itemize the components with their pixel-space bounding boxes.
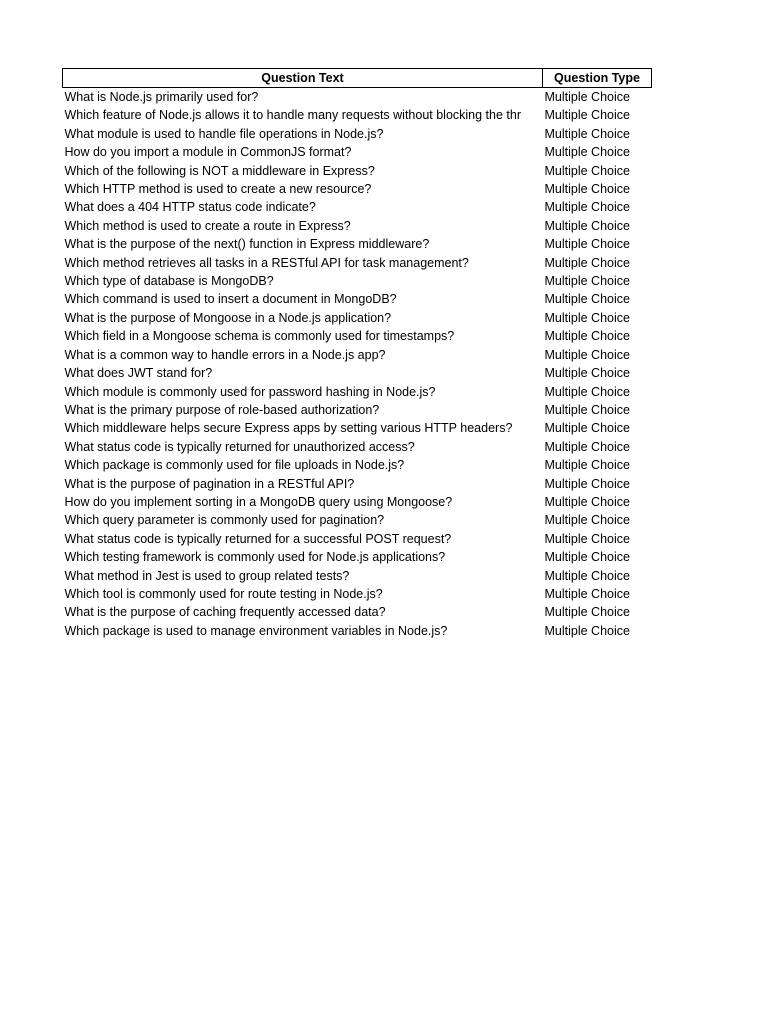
table-row [63,290,652,308]
question-type-cell: Multiple Choice [544,494,630,509]
question-type-cell: Multiple Choice [544,623,630,638]
question-type-cell: Multiple Choice [544,421,630,436]
question-type-cell: Multiple Choice [544,550,630,565]
header-row [63,69,652,88]
question-text-cell: Which method is used to create a route in Express? [64,218,351,233]
question-text-cell: What is the purpose of caching frequently accessed data? [64,605,386,620]
question-type-cell: Multiple Choice [544,384,630,399]
table-row [63,567,652,585]
table-row [63,254,652,272]
question-text-cell: How do you import a module in CommonJS format? [64,145,352,160]
question-type-cell: Multiple Choice [544,347,630,362]
table-row [63,585,652,603]
table-row [63,530,652,548]
question-text-cell: Which testing framework is commonly used for Node.js applications? [64,550,446,565]
question-text-cell: What status code is typically returned for a successful POST request? [64,531,452,546]
question-type-cell: Multiple Choice [544,90,630,104]
question-text-cell: How do you implement sorting in a MongoDB query using Mongoose? [64,494,453,509]
table-row [63,143,652,161]
question-type-cell: Multiple Choice [544,218,630,233]
table-row [63,162,652,180]
question-type-cell: Multiple Choice [544,458,630,473]
table-row [63,327,652,345]
question-text-cell: Which type of database is MongoDB? [64,274,274,289]
question-type-cell: Multiple Choice [544,513,630,528]
question-text-cell: Which package is used to manage environment variables in Node.js? [64,623,448,638]
question-type-cell: Multiple Choice [544,568,630,583]
question-type-cell: Multiple Choice [544,292,630,307]
column-header-question-type: Question Type [543,69,652,88]
question-text-cell: Which module is commonly used for password hashing in Node.js? [64,384,436,399]
table-row [63,198,652,216]
table-row [63,603,652,621]
question-type-cell: Multiple Choice [544,237,630,252]
question-type-cell: Multiple Choice [544,366,630,381]
question-text-cell: What status code is typically returned for unauthorized access? [64,439,415,454]
question-text-cell: What module is used to handle file operations in Node.js? [64,126,384,141]
question-text-cell: What is Node.js primarily used for? [64,90,259,104]
question-text-cell: Which method retrieves all tasks in a RESTful API for task management? [64,255,469,270]
question-text-cell: What is a common way to handle errors in a Node.js app? [64,347,386,362]
table-row [63,217,652,235]
question-text-cell: Which tool is commonly used for route testing in Node.js? [64,586,383,601]
table-row [63,383,652,401]
question-text-cell: What is the purpose of pagination in a RESTful API? [64,476,355,491]
question-text-cell: Which of the following is NOT a middleware in Express? [64,163,375,178]
question-text-cell: What is the purpose of the next() function in Express middleware? [64,237,430,252]
table-row [63,419,652,437]
table-row [63,272,652,290]
question-type-cell: Multiple Choice [544,605,630,620]
table-row [63,622,652,640]
table-row [63,548,652,566]
question-type-cell: Multiple Choice [544,182,630,197]
question-text-cell: What method in Jest is used to group related tests? [64,568,350,583]
question-type-cell: Multiple Choice [544,163,630,178]
table-row [63,235,652,253]
question-type-cell: Multiple Choice [544,310,630,325]
question-text-cell: What is the primary purpose of role-based authorization? [64,402,380,417]
question-type-cell: Multiple Choice [544,145,630,160]
question-type-cell: Multiple Choice [544,439,630,454]
table-row [63,88,652,107]
table-row [63,493,652,511]
table-row [63,106,652,124]
questions-table [62,68,652,640]
table-row [63,346,652,364]
question-text-cell: What does JWT stand for? [64,366,213,381]
question-type-cell: Multiple Choice [544,586,630,601]
question-text-cell: Which feature of Node.js allows it to handle many requests without blocking the thr [64,108,521,123]
question-type-cell: Multiple Choice [544,531,630,546]
table-row [63,125,652,143]
question-type-cell: Multiple Choice [544,108,630,123]
question-text-cell: Which field in a Mongoose schema is commonly used for timestamps? [64,329,455,344]
question-type-cell: Multiple Choice [544,274,630,289]
question-type-cell: Multiple Choice [544,200,630,215]
table-row [63,475,652,493]
question-text-cell: Which command is used to insert a document in MongoDB? [64,292,397,307]
question-type-cell: Multiple Choice [544,402,630,417]
question-type-cell: Multiple Choice [544,126,630,141]
question-text-cell: What is the purpose of Mongoose in a Node.js application? [64,310,392,325]
column-header-question-text: Question Text [63,69,543,88]
question-type-cell: Multiple Choice [544,476,630,491]
question-text-cell: What does a 404 HTTP status code indicate? [64,200,316,215]
question-text-cell: Which HTTP method is used to create a new resource? [64,182,372,197]
question-text-cell: Which package is commonly used for file uploads in Node.js? [64,458,405,473]
table-row [63,180,652,198]
table-row [63,438,652,456]
question-type-cell: Multiple Choice [544,255,630,270]
table-row [63,309,652,327]
table-row [63,511,652,529]
table-row [63,401,652,419]
question-text-cell: Which middleware helps secure Express apps by setting various HTTP headers? [64,421,513,436]
table-row [63,456,652,474]
table-row [63,364,652,382]
questions-sheet [62,68,652,640]
question-text-cell: Which query parameter is commonly used for pagination? [64,513,385,528]
question-type-cell: Multiple Choice [544,329,630,344]
table-body [63,88,652,641]
